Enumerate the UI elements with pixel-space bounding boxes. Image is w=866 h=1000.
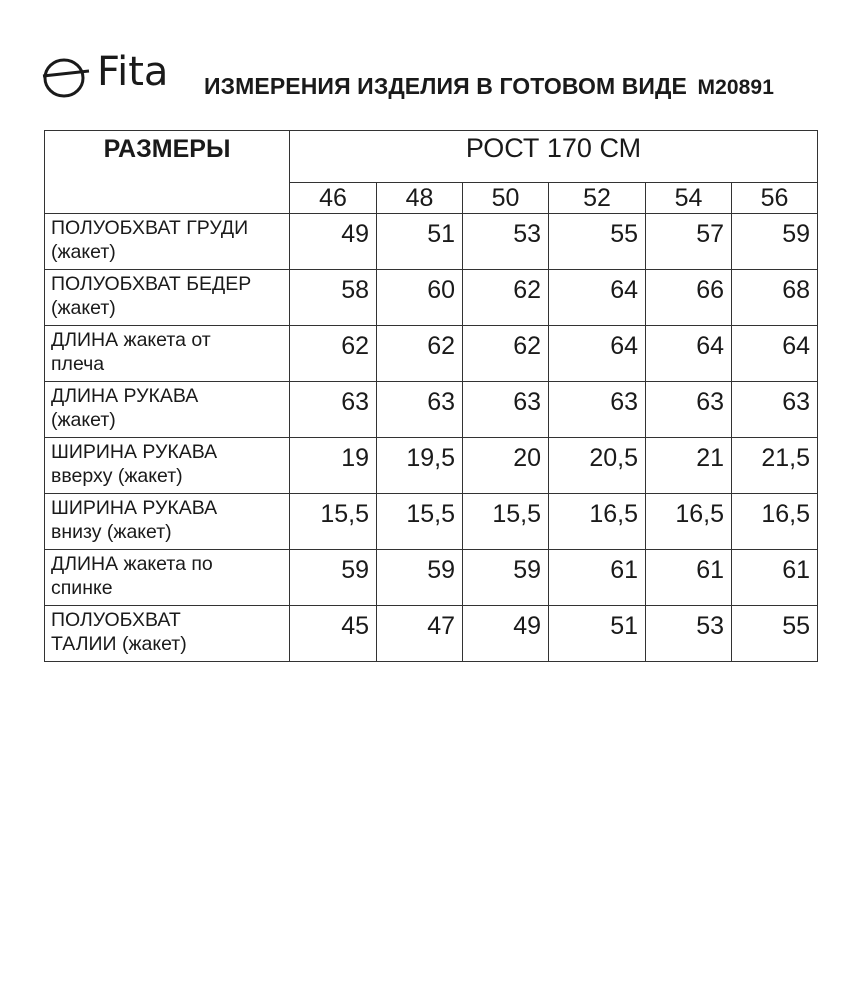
label-line-1: ДЛИНА жакета от <box>51 329 211 351</box>
measurement-value: 15,5 <box>463 494 549 550</box>
label-line-2: спинке <box>51 577 113 599</box>
table-row <box>45 382 818 438</box>
label-line-1: ШИРИНА РУКАВА <box>51 441 218 463</box>
measurement-value: 62 <box>463 270 549 326</box>
measurement-value: 64 <box>646 326 732 382</box>
measurement-value: 55 <box>549 214 646 270</box>
measurement-value: 21 <box>646 438 732 494</box>
document-header <box>42 50 842 106</box>
measurement-value: 47 <box>377 606 463 662</box>
measurement-value: 61 <box>549 550 646 606</box>
measurement-value: 15,5 <box>290 494 377 550</box>
measurement-value: 21,5 <box>732 438 818 494</box>
label-line-1: ДЛИНА жакета по <box>51 553 213 575</box>
label-line-1: ШИРИНА РУКАВА <box>51 497 218 519</box>
measurement-value: 63 <box>463 382 549 438</box>
measurement-value: 20 <box>463 438 549 494</box>
label-line-1: ПОЛУОБХВАТ БЕДЕР <box>51 273 252 295</box>
measurements-table <box>44 130 818 662</box>
measurement-value: 61 <box>732 550 818 606</box>
measurement-value: 16,5 <box>549 494 646 550</box>
size-cell: 46 <box>290 183 377 214</box>
label-line-1: ДЛИНА РУКАВА <box>51 385 199 407</box>
measurement-value: 59 <box>463 550 549 606</box>
document-title <box>204 71 774 103</box>
measurement-value: 53 <box>646 606 732 662</box>
measurement-value: 15,5 <box>377 494 463 550</box>
label-line-2: (жакет) <box>51 297 116 319</box>
measurement-value: 64 <box>549 326 646 382</box>
measurement-value: 63 <box>732 382 818 438</box>
measurement-value: 63 <box>290 382 377 438</box>
brand-name: Fita <box>97 49 169 95</box>
size-cell: 56 <box>732 183 818 214</box>
measurement-value: 60 <box>377 270 463 326</box>
measurement-label <box>45 214 290 270</box>
measurement-value: 53 <box>463 214 549 270</box>
sizes-header: РАЗМЕРЫ <box>45 131 290 214</box>
size-cell: 54 <box>646 183 732 214</box>
measurement-value: 58 <box>290 270 377 326</box>
measurement-value: 62 <box>377 326 463 382</box>
label-line-2: (жакет) <box>51 409 116 431</box>
measurement-value: 57 <box>646 214 732 270</box>
measurement-label <box>45 550 290 606</box>
measurement-value: 59 <box>732 214 818 270</box>
table-row <box>45 606 818 662</box>
measurement-value: 62 <box>290 326 377 382</box>
height-header: РОСТ 170 СМ <box>290 131 818 183</box>
table-row <box>45 214 818 270</box>
measurement-value: 59 <box>377 550 463 606</box>
measurement-value: 51 <box>377 214 463 270</box>
label-line-2: внизу (жакет) <box>51 521 172 543</box>
title-text: ИЗМЕРЕНИЯ ИЗДЕЛИЯ В ГОТОВОМ ВИДЕ <box>204 73 687 99</box>
measurement-value: 51 <box>549 606 646 662</box>
size-cell: 52 <box>549 183 646 214</box>
measurement-value: 19,5 <box>377 438 463 494</box>
measurement-value: 68 <box>732 270 818 326</box>
table-row <box>45 270 818 326</box>
measurement-value: 16,5 <box>646 494 732 550</box>
measurement-value: 64 <box>549 270 646 326</box>
measurement-value: 63 <box>646 382 732 438</box>
label-line-1: ПОЛУОБХВАТ <box>51 609 181 631</box>
measurement-label <box>45 606 290 662</box>
measurement-value: 59 <box>290 550 377 606</box>
brand-logo <box>42 49 192 102</box>
measurement-value: 55 <box>732 606 818 662</box>
measurement-value: 63 <box>377 382 463 438</box>
measurement-value: 63 <box>549 382 646 438</box>
measurement-value: 64 <box>732 326 818 382</box>
table-row <box>45 494 818 550</box>
model-code: М20891 <box>697 76 774 99</box>
table-row <box>45 326 818 382</box>
measurement-value: 62 <box>463 326 549 382</box>
measurement-label <box>45 438 290 494</box>
label-line-2: плеча <box>51 353 105 375</box>
header-row <box>45 131 818 183</box>
measurement-label <box>45 326 290 382</box>
measurement-value: 20,5 <box>549 438 646 494</box>
measurement-value: 45 <box>290 606 377 662</box>
label-line-2: ТАЛИИ (жакет) <box>51 633 187 655</box>
measurement-label <box>45 382 290 438</box>
measurement-label <box>45 270 290 326</box>
size-cell: 50 <box>463 183 549 214</box>
measurement-value: 19 <box>290 438 377 494</box>
measurement-label <box>45 494 290 550</box>
measurement-value: 49 <box>463 606 549 662</box>
label-line-1: ПОЛУОБХВАТ ГРУДИ <box>51 217 249 239</box>
measurement-value: 49 <box>290 214 377 270</box>
label-line-2: (жакет) <box>51 241 116 263</box>
measurement-value: 16,5 <box>732 494 818 550</box>
table-row <box>45 550 818 606</box>
fita-theta-logo-icon <box>42 54 90 100</box>
table-row <box>45 438 818 494</box>
size-cell: 48 <box>377 183 463 214</box>
measurement-value: 66 <box>646 270 732 326</box>
label-line-2: вверху (жакет) <box>51 465 183 487</box>
measurement-value: 61 <box>646 550 732 606</box>
